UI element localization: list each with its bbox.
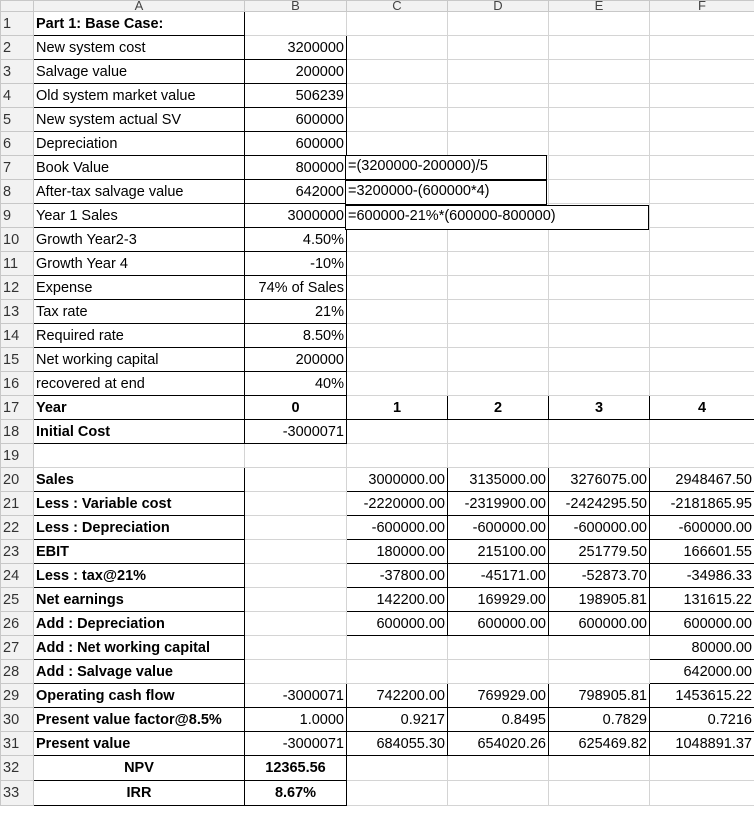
cell-b20[interactable]: [245, 468, 347, 492]
cell-a4[interactable]: Old system market value: [34, 84, 245, 108]
cell-e15[interactable]: [549, 348, 650, 372]
row-header[interactable]: 31: [1, 732, 34, 756]
cell-c28[interactable]: [347, 660, 448, 684]
row-header[interactable]: 3: [1, 60, 34, 84]
row-header[interactable]: 26: [1, 612, 34, 636]
cell-f31[interactable]: 1048891.37: [650, 732, 754, 756]
sheet-row: [1, 324, 754, 348]
cell-b9[interactable]: 3000000: [245, 204, 347, 228]
sheet-row: [1, 564, 754, 588]
row-header[interactable]: 18: [1, 420, 34, 444]
sheet-row: [1, 732, 754, 756]
cell-a16[interactable]: recovered at end: [34, 372, 245, 396]
cell-e22[interactable]: -600000.00: [549, 516, 650, 540]
cell-a28[interactable]: Add : Salvage value: [34, 660, 245, 684]
row-header[interactable]: 5: [1, 108, 34, 132]
row-header[interactable]: 23: [1, 540, 34, 564]
row-header[interactable]: 25: [1, 588, 34, 612]
cell-a1[interactable]: Part 1: Base Case:: [34, 12, 245, 36]
sheet-row: [1, 684, 754, 708]
row-header[interactable]: 20: [1, 468, 34, 492]
row-header[interactable]: 33: [1, 781, 34, 806]
cell-a25[interactable]: Net earnings: [34, 588, 245, 612]
cell-a14[interactable]: Required rate: [34, 324, 245, 348]
cell-b10[interactable]: 4.50%: [245, 228, 347, 252]
row-header[interactable]: 15: [1, 348, 34, 372]
cell-a12[interactable]: Expense: [34, 276, 245, 300]
cell-c6[interactable]: [347, 132, 448, 156]
sheet-row: [1, 540, 754, 564]
cell-e7[interactable]: [549, 156, 650, 180]
cell-e11[interactable]: [549, 252, 650, 276]
cell-f3[interactable]: [650, 60, 754, 84]
cell-a24[interactable]: Less : tax@21%: [34, 564, 245, 588]
cell-d33[interactable]: [448, 781, 549, 806]
cell-b8[interactable]: 642000: [245, 180, 347, 204]
cell-e16[interactable]: [549, 372, 650, 396]
column-header-b[interactable]: B: [245, 1, 347, 12]
cell-b2[interactable]: 3200000: [245, 36, 347, 60]
cell-d30[interactable]: 0.8495: [448, 708, 549, 732]
cell-a8[interactable]: After-tax salvage value: [34, 180, 245, 204]
sheet-row: [1, 228, 754, 252]
cell-b6[interactable]: 600000: [245, 132, 347, 156]
cell-f1[interactable]: [650, 12, 754, 36]
cell-f4[interactable]: [650, 84, 754, 108]
column-header-d[interactable]: D: [448, 1, 549, 12]
cell-c25[interactable]: 142200.00: [347, 588, 448, 612]
sheet-row: [1, 468, 754, 492]
cell-b25[interactable]: [245, 588, 347, 612]
sheet-row: [1, 300, 754, 324]
cell-d28[interactable]: [448, 660, 549, 684]
cell-c4[interactable]: [347, 84, 448, 108]
cell-c23[interactable]: 180000.00: [347, 540, 448, 564]
cell-a32[interactable]: NPV: [34, 756, 245, 781]
cell-a23[interactable]: EBIT: [34, 540, 245, 564]
sheet-row: [1, 492, 754, 516]
cell-e19[interactable]: [549, 444, 650, 468]
cell-c14[interactable]: [347, 324, 448, 348]
cell-a27[interactable]: Add : Net working capital: [34, 636, 245, 660]
cell-a26[interactable]: Add : Depreciation: [34, 612, 245, 636]
cell-b19[interactable]: [245, 444, 347, 468]
sheet-row: [1, 612, 754, 636]
cell-f19[interactable]: [650, 444, 754, 468]
cell-d26[interactable]: 600000.00: [448, 612, 549, 636]
row-header[interactable]: 29: [1, 684, 34, 708]
cell-f33[interactable]: [650, 781, 754, 806]
sheet-row: [1, 372, 754, 396]
sheet-row: [1, 84, 754, 108]
cell-a31[interactable]: Present value: [34, 732, 245, 756]
cell-e4[interactable]: [549, 84, 650, 108]
cell-e28[interactable]: [549, 660, 650, 684]
cell-d6[interactable]: [448, 132, 549, 156]
cell-e29[interactable]: 798905.81: [549, 684, 650, 708]
cell-c12[interactable]: [347, 276, 448, 300]
cell-c17[interactable]: 1: [347, 396, 448, 420]
cell-b23[interactable]: [245, 540, 347, 564]
cell-a18[interactable]: Initial Cost: [34, 420, 245, 444]
cell-c5[interactable]: [347, 108, 448, 132]
row-header[interactable]: 10: [1, 228, 34, 252]
column-header-a[interactable]: A: [34, 1, 245, 12]
cell-e33[interactable]: [549, 781, 650, 806]
cell-f17[interactable]: 4: [650, 396, 754, 420]
row-header[interactable]: 16: [1, 372, 34, 396]
row-header[interactable]: 6: [1, 132, 34, 156]
sheet-row: [1, 36, 754, 60]
cell-b21[interactable]: [245, 492, 347, 516]
row-header[interactable]: 17: [1, 396, 34, 420]
sheet-row: [1, 444, 754, 468]
sheet-row: [1, 660, 754, 684]
cell-d11[interactable]: [448, 252, 549, 276]
cell-b30[interactable]: 1.0000: [245, 708, 347, 732]
cell-f28[interactable]: 642000.00: [650, 660, 754, 684]
formula-book-value: =3200000-(600000*4): [345, 180, 547, 205]
cell-e32[interactable]: [549, 756, 650, 781]
cell-d13[interactable]: [448, 300, 549, 324]
cell-b33[interactable]: 8.67%: [245, 781, 347, 806]
cell-f18[interactable]: [650, 420, 754, 444]
sheet-row: [1, 132, 754, 156]
cell-d12[interactable]: [448, 276, 549, 300]
cell-b29[interactable]: -3000071: [245, 684, 347, 708]
cell-d31[interactable]: 654020.26: [448, 732, 549, 756]
cell-b24[interactable]: [245, 564, 347, 588]
cell-d15[interactable]: [448, 348, 549, 372]
row-header[interactable]: 32: [1, 756, 34, 781]
cell-c13[interactable]: [347, 300, 448, 324]
row-header[interactable]: 22: [1, 516, 34, 540]
row-header[interactable]: 8: [1, 180, 34, 204]
cell-c29[interactable]: 742200.00: [347, 684, 448, 708]
cell-e2[interactable]: [549, 36, 650, 60]
cell-c21[interactable]: -2220000.00: [347, 492, 448, 516]
sheet-row: [1, 12, 754, 36]
cell-b7[interactable]: 800000: [245, 156, 347, 180]
cell-b31[interactable]: -3000071: [245, 732, 347, 756]
cell-f5[interactable]: [650, 108, 754, 132]
cell-f20[interactable]: 2948467.50: [650, 468, 754, 492]
cell-c22[interactable]: -600000.00: [347, 516, 448, 540]
cell-a20[interactable]: Sales: [34, 468, 245, 492]
cell-f2[interactable]: [650, 36, 754, 60]
cell-e25[interactable]: 198905.81: [549, 588, 650, 612]
cell-e27[interactable]: [549, 636, 650, 660]
cell-f24[interactable]: -34986.33: [650, 564, 754, 588]
cell-c1[interactable]: [347, 12, 448, 36]
cell-e21[interactable]: -2424295.50: [549, 492, 650, 516]
cell-d18[interactable]: [448, 420, 549, 444]
select-all-corner[interactable]: [1, 1, 34, 12]
cell-d22[interactable]: -600000.00: [448, 516, 549, 540]
cell-a30[interactable]: Present value factor@8.5%: [34, 708, 245, 732]
cell-c2[interactable]: [347, 36, 448, 60]
cell-e20[interactable]: 3276075.00: [549, 468, 650, 492]
row-header[interactable]: 1: [1, 12, 34, 36]
row-header[interactable]: 2: [1, 36, 34, 60]
cell-c24[interactable]: -37800.00: [347, 564, 448, 588]
cell-b27[interactable]: [245, 636, 347, 660]
cell-e30[interactable]: 0.7829: [549, 708, 650, 732]
cell-f9[interactable]: [650, 204, 754, 228]
cell-b26[interactable]: [245, 612, 347, 636]
cell-c26[interactable]: 600000.00: [347, 612, 448, 636]
column-header-e[interactable]: E: [549, 1, 650, 12]
sheet-row: [1, 756, 754, 781]
cell-d21[interactable]: -2319900.00: [448, 492, 549, 516]
sheet-row: [1, 516, 754, 540]
cell-b4[interactable]: 506239: [245, 84, 347, 108]
cell-a3[interactable]: Salvage value: [34, 60, 245, 84]
cell-b12[interactable]: 74% of Sales: [245, 276, 347, 300]
cell-c11[interactable]: [347, 252, 448, 276]
cell-b32[interactable]: 12365.56: [245, 756, 347, 781]
cell-c3[interactable]: [347, 60, 448, 84]
cell-b28[interactable]: [245, 660, 347, 684]
cell-c15[interactable]: [347, 348, 448, 372]
row-header[interactable]: 21: [1, 492, 34, 516]
cell-c19[interactable]: [347, 444, 448, 468]
cell-a2[interactable]: New system cost: [34, 36, 245, 60]
cell-a19[interactable]: [34, 444, 245, 468]
cell-a33[interactable]: IRR: [34, 781, 245, 806]
row-header[interactable]: 28: [1, 660, 34, 684]
row-header[interactable]: 19: [1, 444, 34, 468]
cell-f7[interactable]: [650, 156, 754, 180]
cell-f11[interactable]: [650, 252, 754, 276]
cell-e17[interactable]: 3: [549, 396, 650, 420]
cell-b13[interactable]: 21%: [245, 300, 347, 324]
sheet-row: [1, 252, 754, 276]
sheet-row: [1, 708, 754, 732]
cell-a5[interactable]: New system actual SV: [34, 108, 245, 132]
cell-c27[interactable]: [347, 636, 448, 660]
row-header[interactable]: 14: [1, 324, 34, 348]
cell-a6[interactable]: Depreciation: [34, 132, 245, 156]
cell-d5[interactable]: [448, 108, 549, 132]
cell-f32[interactable]: [650, 756, 754, 781]
cell-f25[interactable]: 131615.22: [650, 588, 754, 612]
cell-d32[interactable]: [448, 756, 549, 781]
cell-e31[interactable]: 625469.82: [549, 732, 650, 756]
cell-a15[interactable]: Net working capital: [34, 348, 245, 372]
cell-e24[interactable]: -52873.70: [549, 564, 650, 588]
cell-c32[interactable]: [347, 756, 448, 781]
cell-e18[interactable]: [549, 420, 650, 444]
sheet-row: [1, 588, 754, 612]
cell-c20[interactable]: 3000000.00: [347, 468, 448, 492]
sheet-row: [1, 60, 754, 84]
cell-d3[interactable]: [448, 60, 549, 84]
cell-a9[interactable]: Year 1 Sales: [34, 204, 245, 228]
cell-f8[interactable]: [650, 180, 754, 204]
cell-f14[interactable]: [650, 324, 754, 348]
sheet-row: [1, 636, 754, 660]
cell-b5[interactable]: 600000: [245, 108, 347, 132]
sheet-row: [1, 108, 754, 132]
cell-a17[interactable]: Year: [34, 396, 245, 420]
cell-a7[interactable]: Book Value: [34, 156, 245, 180]
row-header[interactable]: 27: [1, 636, 34, 660]
cell-b11[interactable]: -10%: [245, 252, 347, 276]
column-header-f[interactable]: F: [650, 1, 754, 12]
cell-c16[interactable]: [347, 372, 448, 396]
cell-f30[interactable]: 0.7216: [650, 708, 754, 732]
cell-a22[interactable]: Less : Depreciation: [34, 516, 245, 540]
cell-d16[interactable]: [448, 372, 549, 396]
cell-d24[interactable]: -45171.00: [448, 564, 549, 588]
cell-d25[interactable]: 169929.00: [448, 588, 549, 612]
cell-c30[interactable]: 0.9217: [347, 708, 448, 732]
cell-f15[interactable]: [650, 348, 754, 372]
cell-f10[interactable]: [650, 228, 754, 252]
cell-e23[interactable]: 251779.50: [549, 540, 650, 564]
cell-e6[interactable]: [549, 132, 650, 156]
cell-d2[interactable]: [448, 36, 549, 60]
cell-d20[interactable]: 3135000.00: [448, 468, 549, 492]
row-header[interactable]: 12: [1, 276, 34, 300]
cell-d19[interactable]: [448, 444, 549, 468]
cell-f12[interactable]: [650, 276, 754, 300]
cell-b17[interactable]: 0: [245, 396, 347, 420]
sheet-row: [1, 420, 754, 444]
cell-d23[interactable]: 215100.00: [448, 540, 549, 564]
row-header[interactable]: 30: [1, 708, 34, 732]
cell-a10[interactable]: Growth Year2-3: [34, 228, 245, 252]
row-header[interactable]: 13: [1, 300, 34, 324]
cell-c18[interactable]: [347, 420, 448, 444]
cell-f22[interactable]: -600000.00: [650, 516, 754, 540]
cell-a11[interactable]: Growth Year 4: [34, 252, 245, 276]
sheet-row: [1, 348, 754, 372]
cell-c10[interactable]: [347, 228, 448, 252]
cell-e10[interactable]: [549, 228, 650, 252]
sheet-row: [1, 781, 754, 806]
cell-e14[interactable]: [549, 324, 650, 348]
formula-depreciation: =(3200000-200000)/5: [345, 155, 547, 180]
cell-d14[interactable]: [448, 324, 549, 348]
cell-f26[interactable]: 600000.00: [650, 612, 754, 636]
cell-f6[interactable]: [650, 132, 754, 156]
row-header[interactable]: 11: [1, 252, 34, 276]
cell-b15[interactable]: 200000: [245, 348, 347, 372]
cell-f21[interactable]: -2181865.95: [650, 492, 754, 516]
cell-b1[interactable]: [245, 12, 347, 36]
sheet-row: [1, 396, 754, 420]
row-header[interactable]: 4: [1, 84, 34, 108]
cell-c33[interactable]: [347, 781, 448, 806]
column-header-c[interactable]: C: [347, 1, 448, 12]
cell-a29[interactable]: Operating cash flow: [34, 684, 245, 708]
cell-e8[interactable]: [549, 180, 650, 204]
cell-e26[interactable]: 600000.00: [549, 612, 650, 636]
cell-b22[interactable]: [245, 516, 347, 540]
cell-e12[interactable]: [549, 276, 650, 300]
formula-after-tax-salvage: =600000-21%*(600000-800000): [345, 205, 649, 230]
cell-f23[interactable]: 166601.55: [650, 540, 754, 564]
cell-b16[interactable]: 40%: [245, 372, 347, 396]
cell-d10[interactable]: [448, 228, 549, 252]
cell-b14[interactable]: 8.50%: [245, 324, 347, 348]
cell-d27[interactable]: [448, 636, 549, 660]
cell-f29[interactable]: 1453615.22: [650, 684, 754, 708]
cell-a21[interactable]: Less : Variable cost: [34, 492, 245, 516]
cell-b18[interactable]: -3000071: [245, 420, 347, 444]
cell-a13[interactable]: Tax rate: [34, 300, 245, 324]
cell-e13[interactable]: [549, 300, 650, 324]
cell-e5[interactable]: [549, 108, 650, 132]
cell-f16[interactable]: [650, 372, 754, 396]
row-header[interactable]: 7: [1, 156, 34, 180]
row-header[interactable]: 24: [1, 564, 34, 588]
cell-d29[interactable]: 769929.00: [448, 684, 549, 708]
cell-d4[interactable]: [448, 84, 549, 108]
cell-f27[interactable]: 80000.00: [650, 636, 754, 660]
cell-d1[interactable]: [448, 12, 549, 36]
cell-e1[interactable]: [549, 12, 650, 36]
cell-d17[interactable]: 2: [448, 396, 549, 420]
sheet-row: [1, 276, 754, 300]
row-header[interactable]: 9: [1, 204, 34, 228]
cell-e3[interactable]: [549, 60, 650, 84]
cell-c31[interactable]: 684055.30: [347, 732, 448, 756]
cell-f13[interactable]: [650, 300, 754, 324]
cell-b3[interactable]: 200000: [245, 60, 347, 84]
